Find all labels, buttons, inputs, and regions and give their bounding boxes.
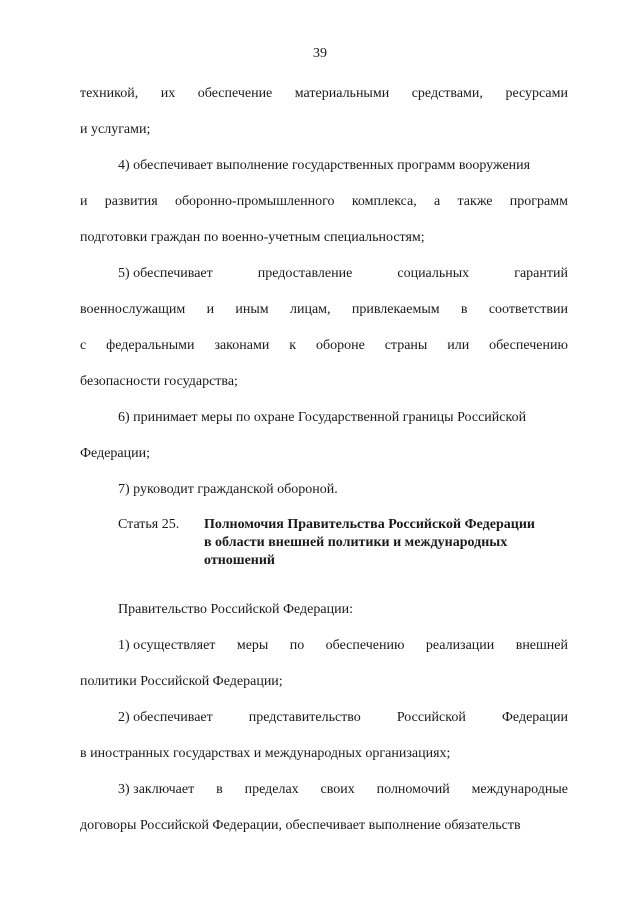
word: военнослужащим xyxy=(80,302,186,317)
word: иным xyxy=(235,302,269,317)
word: 3) заключает xyxy=(118,782,195,797)
article-heading xyxy=(80,516,568,570)
word: привлекаемым xyxy=(351,302,440,317)
word: в xyxy=(460,302,468,317)
word: предоставление xyxy=(257,266,353,281)
article-label: Статья 25. xyxy=(118,517,180,532)
word: внешней xyxy=(515,638,568,653)
word: полномочий xyxy=(376,782,450,797)
word: также xyxy=(457,194,493,209)
word: международные xyxy=(471,782,568,797)
text-line xyxy=(80,708,568,728)
text-line: политики Российской Федерации; xyxy=(80,674,283,689)
word: или xyxy=(447,338,470,353)
text-line xyxy=(80,636,568,656)
text-line: и услугами; xyxy=(80,122,151,137)
word: страны xyxy=(384,338,428,353)
word: 1) осуществляет xyxy=(118,638,216,653)
word: их xyxy=(160,86,176,101)
word: соответствии xyxy=(488,302,568,317)
word: 5) обеспечивает xyxy=(118,266,213,281)
text-line xyxy=(80,300,568,320)
word: своих xyxy=(320,782,355,797)
word: обороне xyxy=(315,338,365,353)
text-line xyxy=(80,336,568,356)
text-line: договоры Российской Федерации, обеспечивает выполнение обязательств xyxy=(80,818,521,833)
word: обеспечению xyxy=(489,338,568,353)
text-line: подготовки граждан по военно-учетным специальностям; xyxy=(80,230,425,245)
word: законами xyxy=(214,338,270,353)
word: лицам, xyxy=(289,302,331,317)
word: обеспечение xyxy=(197,86,273,101)
page-number: 39 xyxy=(313,46,327,61)
word: обеспечению xyxy=(325,638,405,653)
document-body xyxy=(80,84,568,836)
word: 2) обеспечивает xyxy=(118,710,213,725)
word: к xyxy=(289,338,297,353)
word: социальных xyxy=(397,266,470,281)
word: а xyxy=(434,194,441,209)
text-line: в иностранных государствах и международных организациях; xyxy=(80,746,451,761)
word: техникой, xyxy=(80,86,139,101)
word: федеральными xyxy=(106,338,195,353)
text-line: Федерации; xyxy=(80,446,151,461)
word: комплекса, xyxy=(351,194,417,209)
word: ресурсами xyxy=(505,86,568,101)
word: реализации xyxy=(425,638,495,653)
word: пределах xyxy=(244,782,299,797)
word: и xyxy=(80,194,88,209)
text-line xyxy=(80,192,568,212)
word: гарантий xyxy=(514,266,568,281)
text-line xyxy=(80,84,568,104)
word: по xyxy=(289,638,305,653)
word: представительство xyxy=(248,710,361,725)
word: и xyxy=(206,302,215,317)
article-title-line: Полномочия Правительства Российской Федерации xyxy=(204,517,535,532)
text-line: 6) принимает меры по охране Государственной границы Российской xyxy=(118,410,527,425)
word: Федерации xyxy=(501,710,568,725)
word: средствами, xyxy=(411,86,483,101)
article-title-line: отношений xyxy=(204,553,275,568)
word: в xyxy=(216,782,223,797)
article-title-line: в области внешней политики и международных xyxy=(204,535,508,550)
word: развития xyxy=(104,194,158,209)
word: меры xyxy=(236,638,269,653)
word: материальными xyxy=(294,86,390,101)
text-line xyxy=(80,264,568,284)
article-title xyxy=(204,516,535,570)
word: Российской xyxy=(396,710,466,725)
text-line: безопасности государства; xyxy=(80,374,238,389)
text-line: 7) руководит гражданской обороной. xyxy=(118,482,338,497)
text-line: 4) обеспечивает выполнение государственных программ вооружения xyxy=(118,158,531,173)
word: с xyxy=(80,338,87,353)
word: программ xyxy=(509,194,568,209)
text-line xyxy=(80,780,568,800)
word: оборонно-промышленного xyxy=(174,194,335,209)
text-line: Правительство Российской Федерации: xyxy=(118,602,353,617)
